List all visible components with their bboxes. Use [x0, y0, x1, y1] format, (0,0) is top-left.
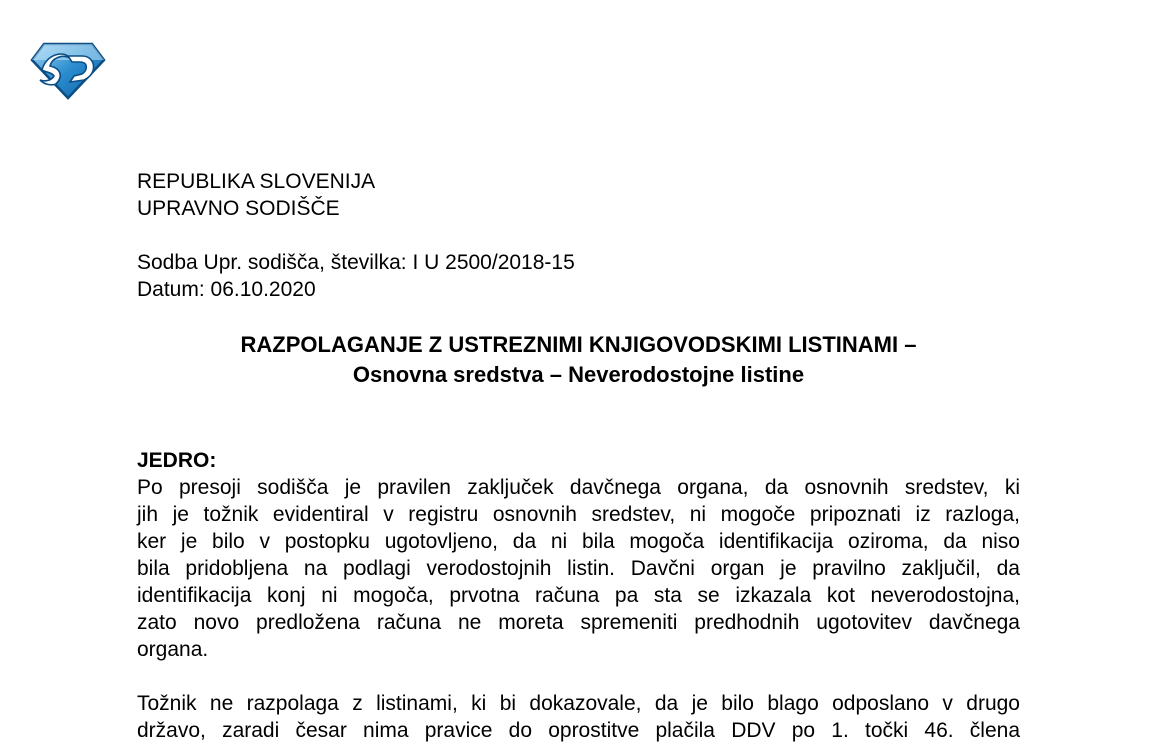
document-body — [137, 168, 1020, 744]
summary-heading: JEDRO: — [137, 449, 217, 472]
title-line-2: Osnovna sredstva – Neverodostojne listine — [352, 362, 805, 387]
header-country: REPUBLIKA SLOVENIJA — [137, 170, 376, 193]
court-logo — [30, 40, 106, 100]
paragraph-line: organa. — [137, 638, 209, 661]
paragraph-line: jih je tožnik evidentiral v registru osnovnih sredstev, ni mogoče pripoznati iz razloga, — [137, 503, 1020, 526]
ruling-date: Datum: 06.10.2020 — [137, 278, 316, 301]
paragraph-line: ker je bilo v postopku ugotovljeno, da ni bila mogoča identifikacija oziroma, da niso — [137, 530, 1020, 553]
title-line-1: RAZPOLAGANJE Z USTREZNIMI KNJIGOVODSKIMI LISTINAMI – — [240, 332, 917, 357]
document-title — [137, 330, 1020, 390]
paragraph-line: identifikacija konj ni mogoča, prvotna računa pa sta se izkazala kot neverodostojna, — [137, 584, 1020, 607]
ruling-number: Sodba Upr. sodišča, številka: I U 2500/2018-15 — [137, 251, 575, 274]
paragraph-line: Tožnik ne razpolaga z listinami, ki bi dokazovale, da je bilo blago odposlano v drugo — [137, 692, 1020, 715]
summary-paragraph-2 — [137, 690, 1020, 744]
paragraph-line: bila pridobljena na podlagi verodostojnih listin. Davčni organ je pravilno zaključil, da — [137, 557, 1020, 580]
summary-paragraph-1 — [137, 474, 1020, 663]
paragraph-line: Po presoji sodišča je pravilen zaključek davčnega organa, da osnovnih sredstev, ki — [137, 476, 1020, 499]
header-court: UPRAVNO SODIŠČE — [137, 197, 340, 220]
paragraph-line: državo, zaradi česar nima pravice do oprostitve plačila DDV po 1. točki 46. člena — [137, 719, 1020, 742]
sd-diamond-logo-icon — [30, 40, 106, 100]
paragraph-line: zato novo predložena računa ne moreta spremeniti predhodnih ugotovitev davčnega — [137, 611, 1020, 634]
